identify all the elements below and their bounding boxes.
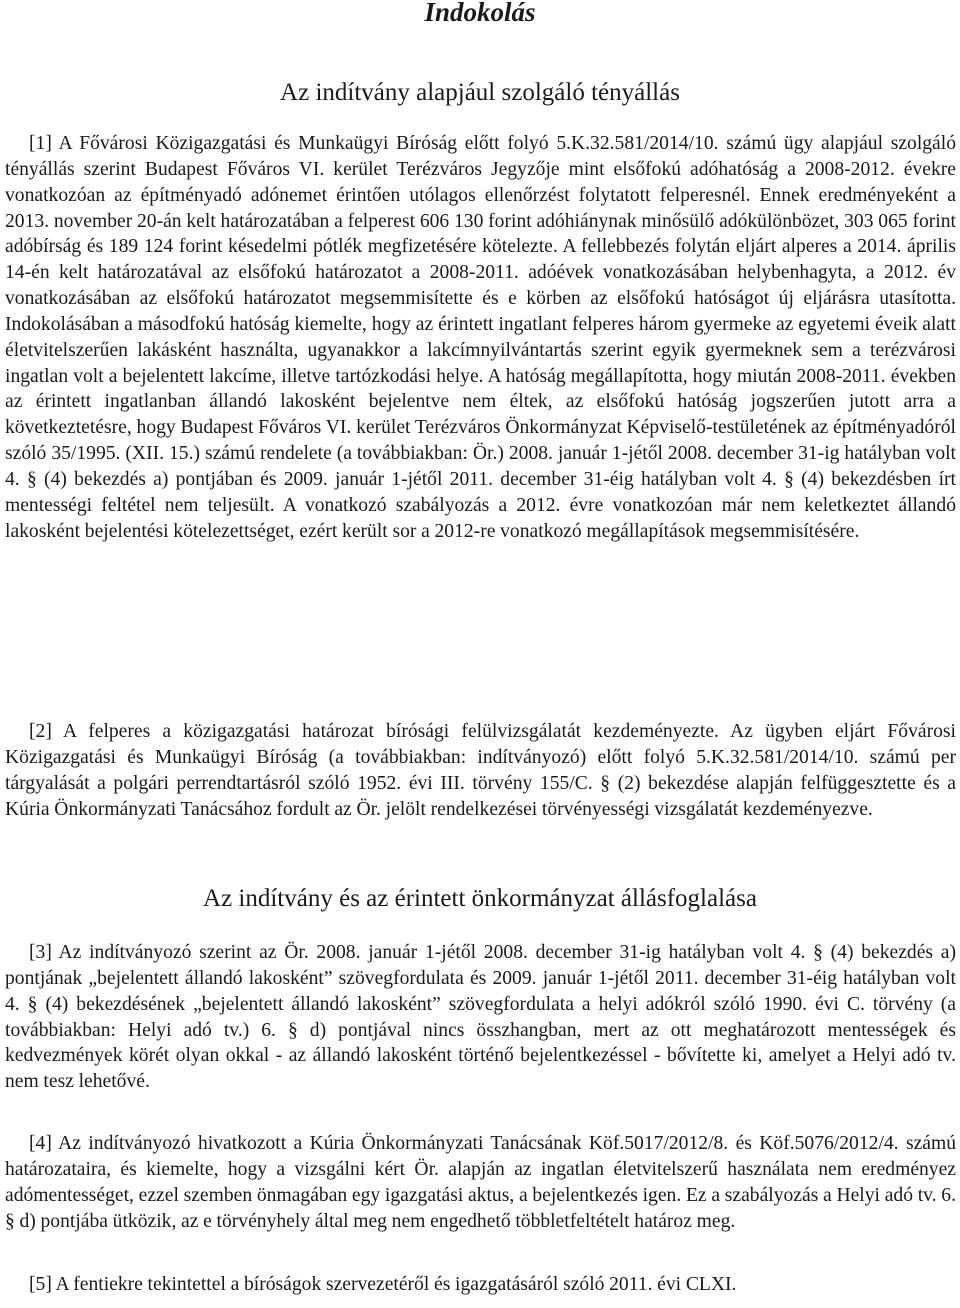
paragraph-1: [1] A Fővárosi Közigazgatási és Munkaügyi Bíróság előtt folyó 5.K.32.581/2014/10. számú ügy alapjául szolgáló tényállás szerint Budapest Főváros VI. kerület Terézváros Jegyzője mint elsőfokú adóhatóság a 2008-2012. évekre vonatkozóan az építményadó adónemet érintően utólagos ellenőrzést folytatott felperesnél. Ennek eredményeként a 2013. november 20-án kelt határozatában a felperest 606 130 forint adóhiánynak minősülő adókülönbözet, 303 065 forint adóbírság és 189 124 forint késedelmi pótlék megfizetésére kötelezte. A fellebbezés folytán eljárt alperes a 2014. április 14-én kelt határozatával az elsőfokú határozatot a 2008-2011. adóévek vonatkozásában helybenhagyta, a 2012. év vonatkozásában az elsőfokú határozatot megsemmisítette és e körben az elsőfokú hatóságot új eljárásra utasította. Indokolásában a másodfokú hatóság kiemelte, hogy az érintett ingatlant felperes három gyermeke az egyetemi éveik alatt életvitelszerűen lakásként használta, ugyanakkor a lakcímnyilvántartás szerint egyik gyermeknek sem a terézvárosi ingatlan volt a bejelentett lakcíme, illetve tartózkodási helye. A hatóság megállapította, hogy miután 2008-2011. években az érintett ingatlanban állandó lakosként bejelentve nem éltek, az elsőfokú hatóság jogszerűen jutott arra a következtetésre, hogy Budapest Főváros VI. kerület Terézváros Önkormányzat Képviselő-testületének az építményadóról szóló 35/1995. (XII. 15.) számú rendelete (a továbbiakban: Ör.) 2008. január 1-jétől 2008. december 31-ig hatályban volt 4. § (4) bekezdés a) pontjában és 2009. január 1-jétől 2011. december 31-éig hatályban volt 4. § (4) bekezdésben írt mentességi feltétel nem teljesült. A vonatkozó szabályozás a 2012. évre vonatkozóan már nem keletkeztet állandó lakosként bejelentési kötelezettséget, ezért került sor a 2012-re vonatkozó megállapítások megsemmisítésére. bbox=[5, 133, 956, 542]
section-heading-facts: Az indítvány alapjául szolgáló tényállás bbox=[280, 79, 680, 106]
paragraph-4: [4] Az indítványozó hivatkozott a Kúria Önkormányzati Tanácsának Köf.5017/2012/8. és Köf.5076/2012/4. számú határozataira, és kiemelte, hogy a vizsgálni kért Ör. alapján az ingatlan életvitelszerű használata nem eredményez adómentességet, ezzel szemben önmagában egy igazgatási aktus, a bejelentkezés igen. Ez a szabályozás a Helyi adó tv. 6. § d) pontjába ütközik, az e törvényhely által meg nem engedhető többletfeltételt határoz meg. bbox=[5, 1133, 956, 1232]
paragraph-2: [2] A felperes a közigazgatási határozat bírósági felülvizsgálatát kezdeményezte. Az ügyben eljárt Fővárosi Közigazgatási és Munkaügyi Bíróság (a továbbiakban: indítványozó) előtt folyó 5.K.32.581/2014/10. számú per tárgyalását a polgári perrendtartásról szóló 1952. évi III. törvény 155/C. § (2) bekezdése alapján felfüggesztette és a Kúria Önkormányzati Tanácsához fordult az Ör. jelölt rendelkezései törvényességi vizsgálatát kezdeményezve. bbox=[5, 721, 956, 820]
paragraph-3: [3] Az indítványozó szerint az Ör. 2008. január 1-jétől 2008. december 31-ig hatályban volt 4. § (4) bekezdés a) pontjának „bejelentett állandó lakosként” szövegfordulata és 2009. január 1-jétől 2011. december 31-éig hatályban volt 4. § (4) bekezdésének „bejelentett állandó lakosként” szövegfordulata a helyi adókról szóló 1990. évi C. törvény (a továbbiakban: Helyi adó tv.) 6. § d) pontjával nincs összhangban, mert az ott meghatározott mentességek és kedvezmények körét olyan okkal - az állandó lakosként történő bejelentkezéssel - bővítette ki, amelyet a Helyi adó tv. nem tesz lehetővé. bbox=[5, 942, 956, 1093]
section-heading-petition: Az indítvány és az érintett önkormányzat állásfoglalása bbox=[203, 885, 757, 912]
document-title: Indokolás bbox=[424, 0, 536, 27]
paragraph-5: [5] A fentiekre tekintettel a bíróságok szervezetéről és igazgatásáról szóló 2011. évi CLXI. bbox=[29, 1274, 737, 1295]
